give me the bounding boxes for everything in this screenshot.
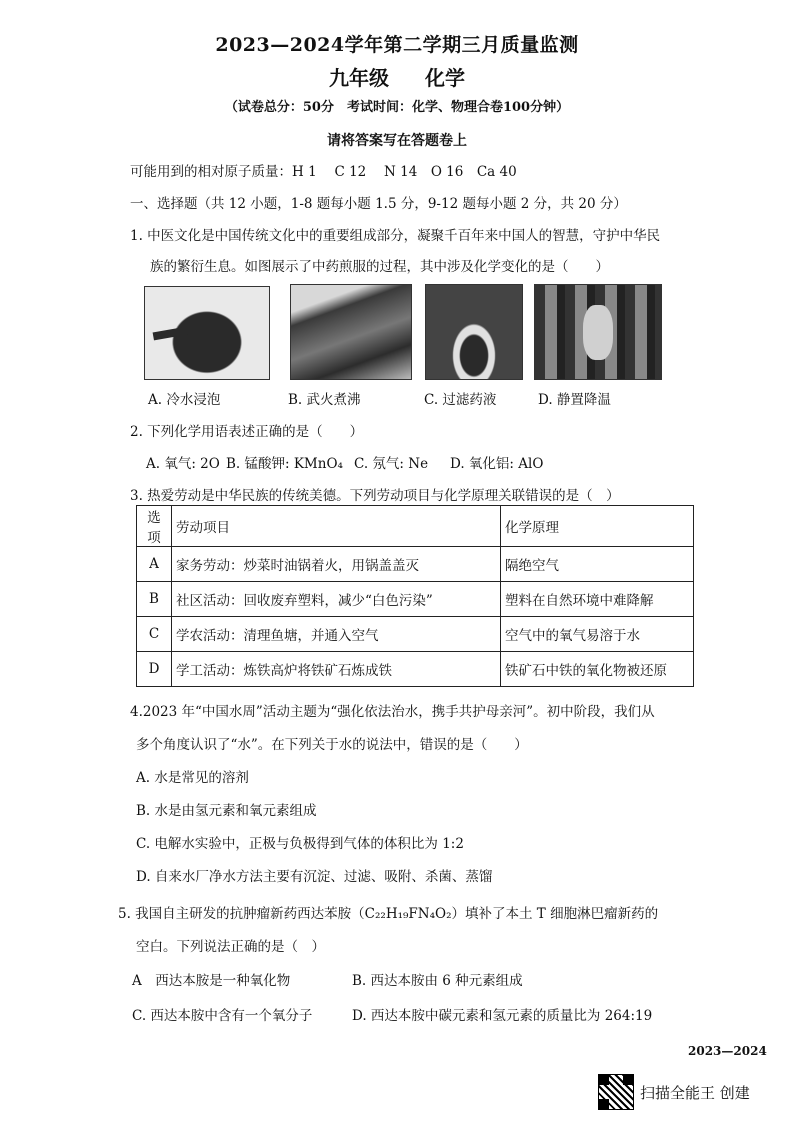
table-cell: 家务劳动：炒菜时油锅着火，用锅盖盖灭 xyxy=(172,547,501,582)
boiling-image xyxy=(290,284,412,380)
q2-option-c: C. 氖气: Ne xyxy=(354,456,429,472)
q2-option-b: B. 锰酸钾: KMnO₄ xyxy=(226,456,343,472)
table-cell: 铁矿石中铁的氧化物被还原 xyxy=(501,652,694,687)
q5-option-b: B. 西达本胺由 6 种元素组成 xyxy=(352,973,523,989)
teapot-image xyxy=(144,286,270,380)
q2-option-d: D. 氧化铝: AlO xyxy=(450,456,544,472)
atomic-masses: 可能用到的相对原子质量：H 1 C 12 N 14 O 16 Ca 40 xyxy=(130,164,517,180)
qr-code-icon xyxy=(598,1074,634,1110)
q4-option-b: B. 水是由氢元素和氧元素组成 xyxy=(136,803,317,819)
table-header-cell: 选项 xyxy=(137,506,172,547)
q5-option-c: C. 西达本胺中含有一个氧分子 xyxy=(132,1008,313,1024)
table-cell: C xyxy=(137,617,172,652)
q2-stem: 2. 下列化学用语表述正确的是（ ） xyxy=(130,424,364,440)
cooling-image xyxy=(534,284,662,380)
q1-option-b: B. 武火煮沸 xyxy=(288,392,361,408)
page-mark: 2023—2024 xyxy=(688,1044,767,1058)
answer-instruction: 请将答案写在答题卷上 xyxy=(327,133,467,149)
q5-option-d: D. 西达本胺中碳元素和氢元素的质量比为 264:19 xyxy=(352,1008,653,1024)
q5-stem-line1: 5. 我国自主研发的抗肿瘤新药西达苯胺（C₂₂H₁₉FN₄O₂）填补了本土 T 细胞淋巴瘤新药的 xyxy=(118,906,659,922)
exam-title: 2023—2024学年第二学期三月质量监测 xyxy=(215,34,579,56)
q3-table xyxy=(136,505,694,687)
exam-info: （试卷总分：50分 考试时间：化学、物理合卷100分钟） xyxy=(224,100,570,115)
table-cell: D xyxy=(137,652,172,687)
q1-option-a: A. 冷水浸泡 xyxy=(148,392,221,408)
section-heading: 一、选择题（共 12 小题，1-8 题每小题 1.5 分，9-12 题每小题 2 分，共 20 分） xyxy=(130,196,627,212)
grade-subject xyxy=(0,62,794,91)
table-cell: 空气中的氧气易溶于水 xyxy=(501,617,694,652)
table-header-cell: 化学原理 xyxy=(501,506,694,547)
table-row xyxy=(137,547,694,582)
q3-stem: 3. 热爱劳动是中华民族的传统美德。下列劳动项目与化学原理关联错误的是（ ） xyxy=(130,488,620,504)
q4-option-d: D. 自来水厂净水方法主要有沉淀、过滤、吸附、杀菌、蒸馏 xyxy=(136,869,493,885)
q4-stem-line1: 4.2023 年“中国水周”活动主题为“强化依法治水，携手共护母亲河”。初中阶段，我们从 xyxy=(130,704,655,720)
q4-option-c: C. 电解水实验中，正极与负极得到气体的体积比为 1:2 xyxy=(136,836,464,852)
table-cell: 塑料在自然环境中难降解 xyxy=(501,582,694,617)
table-row xyxy=(137,652,694,687)
q1-stem-line2: 族的繁衍生息。如图展示了中药煎服的过程，其中涉及化学变化的是（ ） xyxy=(150,259,609,275)
q5-option-a: A 西达本胺是一种氧化物 xyxy=(132,973,291,989)
scanner-watermark: 扫描全能王 创建 xyxy=(640,1084,750,1102)
table-cell: 社区活动：回收废弃塑料，减少“白色污染” xyxy=(172,582,501,617)
table-cell: 隔绝空气 xyxy=(501,547,694,582)
filtering-image xyxy=(425,284,523,380)
table-cell: 学农活动：清理鱼塘，并通入空气 xyxy=(172,617,501,652)
subject-label: 化学 xyxy=(425,66,465,90)
table-cell: 学工活动：炼铁高炉将铁矿石炼成铁 xyxy=(172,652,501,687)
table-cell: B xyxy=(137,582,172,617)
table-row xyxy=(137,617,694,652)
table-cell: A xyxy=(137,547,172,582)
q5-stem-line2: 空白。下列说法正确的是（ ） xyxy=(136,939,325,955)
q2-option-a: A. 氧气: 2O xyxy=(146,456,220,472)
q1-stem-line1: 1. 中医文化是中国传统文化中的重要组成部分，凝聚千百年来中国人的智慧，守护中华民 xyxy=(130,228,661,244)
table-row xyxy=(137,582,694,617)
q1-option-d: D. 静置降温 xyxy=(538,392,611,408)
q4-option-a: A. 水是常见的溶剂 xyxy=(136,770,249,786)
table-header-cell: 劳动项目 xyxy=(172,506,501,547)
grade-label: 九年级 xyxy=(329,66,389,90)
q1-option-c: C. 过滤药液 xyxy=(424,392,497,408)
table-header-row xyxy=(137,506,694,547)
q4-stem-line2: 多个角度认识了“水”。在下列关于水的说法中，错误的是（ ） xyxy=(136,737,528,753)
